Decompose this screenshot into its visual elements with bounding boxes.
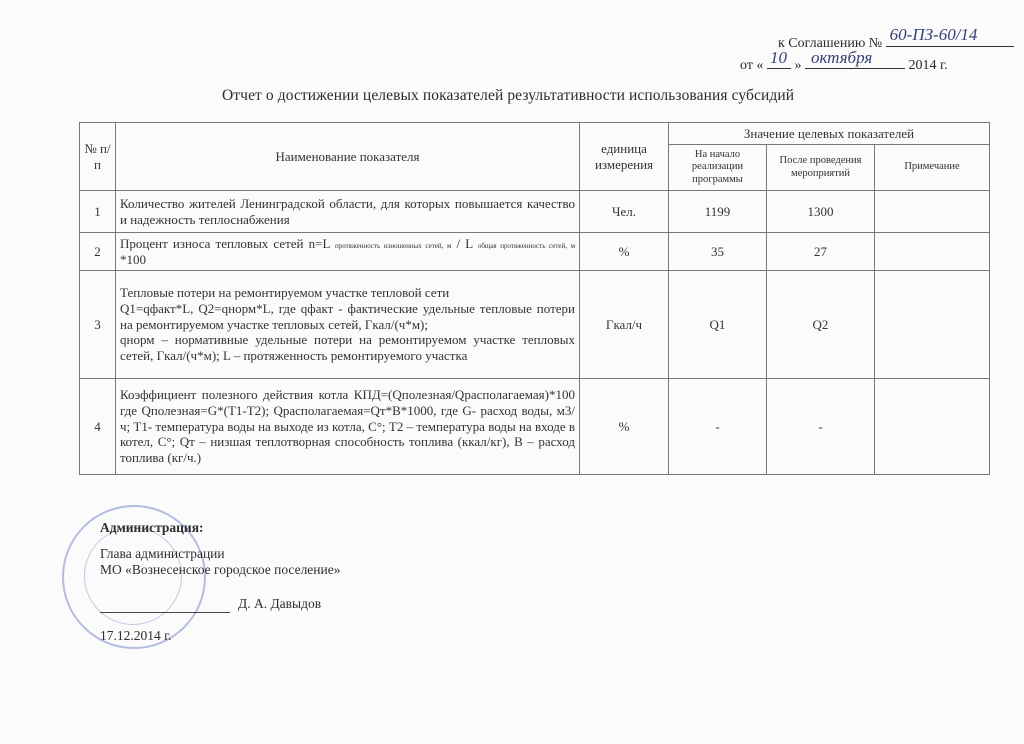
row-num: 4 <box>80 379 116 475</box>
row-name-line: qнорм – нормативные удельные потери на ремонтируемом участке тепловых сетей, Гкал/(ч*м); L – протяженность ремонтируемого участка <box>120 332 575 364</box>
date-line <box>740 48 948 74</box>
signature-entity: МО «Вознесенское городское поселение» <box>100 562 341 577</box>
col-num-header: № п/п <box>80 123 116 191</box>
signature-line <box>100 612 230 613</box>
row-name <box>116 233 580 271</box>
signature-date: 17.12.2014 г. <box>100 628 172 643</box>
date-prefix: от « <box>740 58 764 73</box>
values-group-header: Значение целевых показателей <box>669 123 990 145</box>
date-year: 2014 г. <box>908 58 948 73</box>
report-table <box>79 122 990 475</box>
date-day-field <box>767 48 791 69</box>
row-name-line: Q1=qфакт*L, Q2=qнорм*L, где qфакт - фактические удельные тепловые потери на ремонтируемом участке тепловых сетей, Гкал/(ч*м); <box>120 300 575 332</box>
date-month: октября <box>810 48 873 67</box>
agreement-number: 60-ПЗ-60/14 <box>889 25 978 44</box>
row-name-subscript: протяженность изношенных сетей, м <box>335 241 452 250</box>
row-note <box>875 191 990 233</box>
col-note-header: Примечание <box>875 145 990 191</box>
signature-org: Администрация: <box>100 520 204 535</box>
col-start-header: На начало реализации программы <box>669 145 767 191</box>
row-after-value: Q2 <box>767 271 875 379</box>
row-name <box>116 271 580 379</box>
agreement-label: к Соглашению № <box>778 36 883 51</box>
col-name-header: Наименование показателя <box>116 123 580 191</box>
row-name-line: Тепловые потери на ремонтируемом участке тепловой сети <box>120 284 450 300</box>
table-row <box>80 191 990 233</box>
row-name: Количество жителей Ленинградской области, для которых повышается качество и надежность теплоснабжения <box>116 191 580 233</box>
date-mid: » <box>794 58 802 73</box>
row-start-value: 35 <box>669 233 767 271</box>
row-note <box>875 233 990 271</box>
row-start-value: Q1 <box>669 271 767 379</box>
table-row <box>80 379 990 475</box>
row-note <box>875 271 990 379</box>
agreement-number-field <box>886 25 1014 47</box>
row-num: 1 <box>80 191 116 233</box>
row-name-part: / L <box>456 235 473 251</box>
col-after-header: После проведения мероприятий <box>767 145 875 191</box>
row-note <box>875 379 990 475</box>
row-after-value: - <box>767 379 875 475</box>
row-unit: % <box>580 233 669 271</box>
row-name-subscript: общая протяженность сетей, м <box>477 241 576 250</box>
row-name-part: Процент износа тепловых сетей n=L <box>120 235 330 251</box>
table-header-row <box>80 123 990 145</box>
table-row <box>80 233 990 271</box>
row-name-part: *100 <box>120 251 146 267</box>
date-month-field <box>805 48 905 69</box>
row-unit: % <box>580 379 669 475</box>
date-day: 10 <box>769 48 787 67</box>
row-num: 3 <box>80 271 116 379</box>
row-unit: Чел. <box>580 191 669 233</box>
signature-name: Д. А. Давыдов <box>238 596 322 611</box>
signature-position: Глава администрации <box>100 546 225 561</box>
row-start-value: 1199 <box>669 191 767 233</box>
col-unit-header: единица измерения <box>580 123 669 191</box>
report-title: Отчет о достижении целевых показателей результативности использования субсидий <box>222 87 795 104</box>
table-row <box>80 271 990 379</box>
row-unit: Гкал/ч <box>580 271 669 379</box>
row-after-value: 27 <box>767 233 875 271</box>
row-start-value: - <box>669 379 767 475</box>
row-after-value: 1300 <box>767 191 875 233</box>
row-num: 2 <box>80 233 116 271</box>
row-name: Коэффициент полезного действия котла КПД=(Qполезная/Qрасполагаемая)*100 где Qполезная=G*(T1-T2); Qрасполагаемая=Qт*B*1000, где G- расход воды, м3/ч; T1- температура воды на выходе из котла, С°; T2 – температура воды на входе в котел, С°; Qт – низшая теплотворная способность топлива (ккал/кг), В – расход топлива (кг/ч.) <box>116 379 580 475</box>
